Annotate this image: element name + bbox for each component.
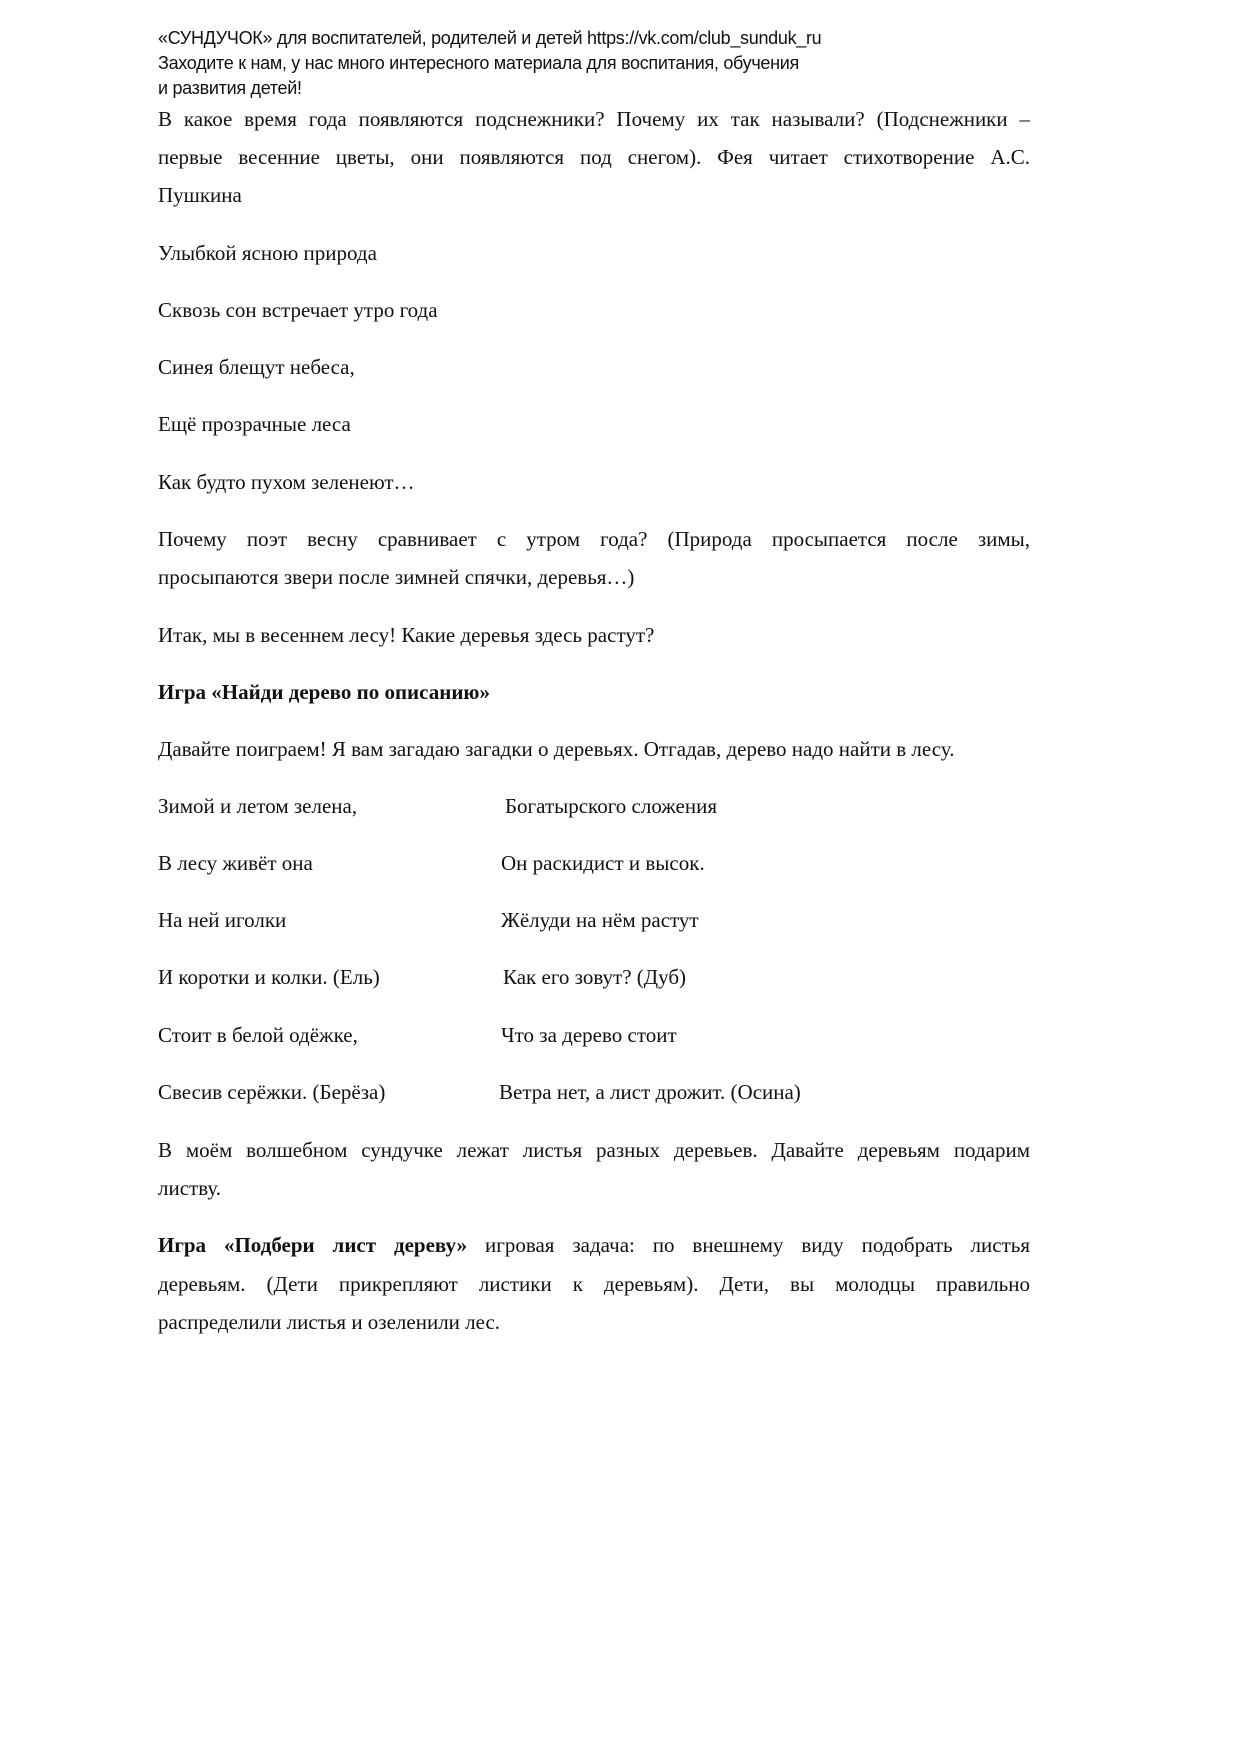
header-line: Заходите к нам, у нас много интересного материала для воспитания, обучения: [158, 53, 799, 73]
riddle-row: [158, 793, 1030, 819]
riddle-row: [158, 850, 1030, 876]
riddle-row: [158, 1022, 1030, 1048]
poem-line: Как будто пухом зеленеют…: [158, 470, 415, 494]
paragraph-line: распределили листья и озеленили лес.: [158, 1310, 501, 1334]
section-heading: Игра «Найди дерево по описанию»: [158, 680, 490, 704]
poem-line: Синея блещут небеса,: [158, 355, 355, 379]
riddle-right: Ветра нет, а лист дрожит. (Осина): [499, 1080, 801, 1104]
riddle-right: Жёлуди на нём растут: [501, 908, 699, 932]
poem-line: Улыбкой ясною природа: [158, 241, 377, 265]
paragraph-line: Итак, мы в весеннем лесу! Какие деревья здесь растут?: [158, 623, 655, 647]
paragraph-line: В моём волшебном сундучке лежат листья разных деревьев. Давайте деревьям подарим: [158, 1138, 1030, 1162]
riddle-row: [158, 1079, 1030, 1105]
paragraph-line: Давайте поиграем! Я вам загадаю загадки о деревьях. Отгадав, дерево надо найти в лесу.: [158, 737, 955, 761]
paragraph-line: листву.: [158, 1176, 222, 1200]
riddle-right: Как его зовут? (Дуб): [503, 965, 687, 989]
poem-line: Сквозь сон встречает утро года: [158, 298, 438, 322]
paragraph-line: В какое время года появляются подснежники? Почему их так называли? (Подснежники –: [158, 107, 1030, 131]
paragraph-line: просыпаются звери после зимней спячки, деревья…): [158, 565, 635, 589]
riddle-row: [158, 964, 1030, 990]
riddle-right: Богатырского сложения: [505, 794, 717, 818]
riddle-right: Что за дерево стоит: [501, 1023, 677, 1047]
paragraph-line: деревьям. (Дети прикрепляют листики к деревьям). Дети, вы молодцы правильно: [158, 1272, 1030, 1296]
riddle-left: Зимой и летом зелена,: [158, 794, 358, 818]
riddle-left: Свесив серёжки. (Берёза): [158, 1080, 386, 1104]
section-heading: Игра «Подбери лист дереву»: [158, 1233, 468, 1257]
riddle-left: В лесу живёт она: [158, 851, 313, 875]
riddle-row: [158, 907, 1030, 933]
paragraph-line: Пушкина: [158, 183, 242, 207]
paragraph-line: [158, 1232, 1030, 1258]
riddle-right: Он раскидист и высок.: [501, 851, 705, 875]
header-line: «СУНДУЧОК» для воспитателей, родителей и детей https://vk.com/club_sunduk_ru: [158, 28, 822, 48]
riddle-left: На ней иголки: [158, 908, 287, 932]
poem-line: Ещё прозрачные леса: [158, 412, 351, 436]
riddle-left: Стоит в белой одёжке,: [158, 1023, 358, 1047]
paragraph-line: первые весенние цветы, они появляются под снегом). Фея читает стихотворение А.С.: [158, 145, 1030, 169]
paragraph-line: Почему поэт весну сравнивает с утром года? (Природа просыпается после зимы,: [158, 527, 1030, 551]
paragraph-text: игровая задача: по внешнему виду подобрать листья: [467, 1233, 1030, 1257]
header-line: и развития детей!: [158, 78, 302, 98]
riddle-left: И коротки и колки. (Ель): [158, 965, 380, 989]
